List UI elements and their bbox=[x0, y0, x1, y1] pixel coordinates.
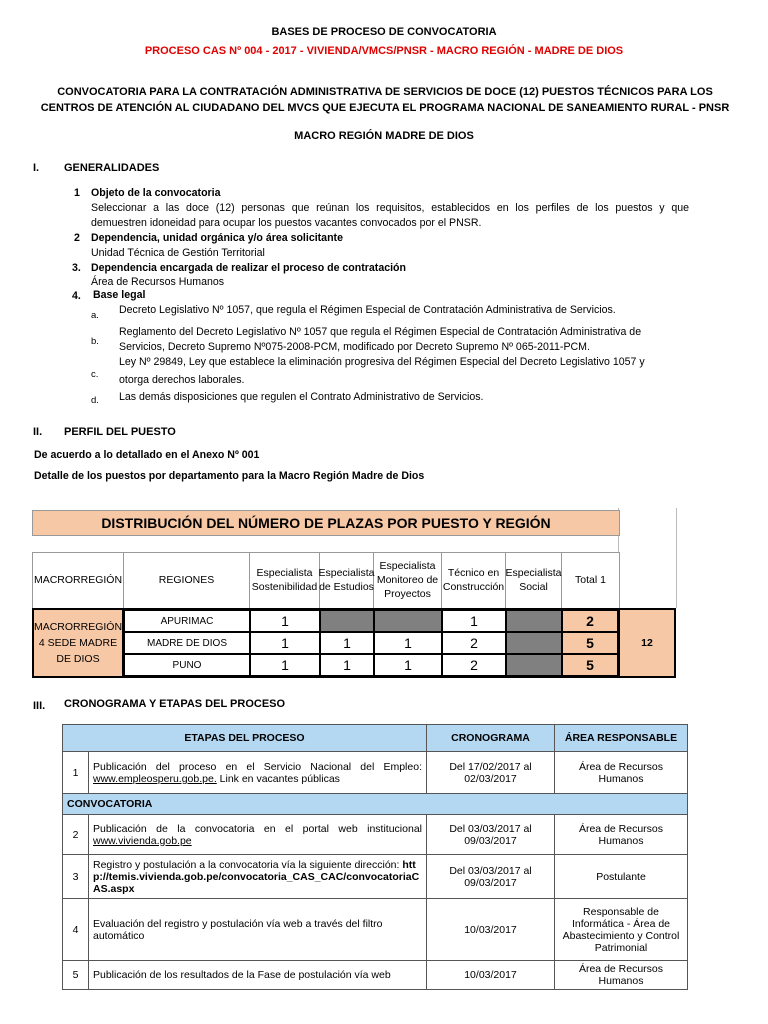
item-4-title: Base legal bbox=[93, 289, 146, 301]
legal-b-text-1: Reglamento del Decreto Legislativo Nº 1057 que regula el Régimen Especial de Contratación Administrativa de bbox=[119, 326, 642, 338]
row-2-text: Publicación de la convocatoria en el portal web institucional bbox=[93, 822, 422, 835]
section-1-title: GENERALIDADES bbox=[64, 162, 160, 174]
item-3-number: 3. bbox=[72, 262, 81, 274]
legal-b-letter: b. bbox=[91, 336, 99, 347]
row-1-stage bbox=[89, 752, 427, 794]
item-2-title: Dependencia, unidad orgánica y/o área solicitante bbox=[91, 232, 343, 244]
header-social: Especialista Social bbox=[506, 552, 562, 608]
header-sostenibilidad: Especialista Sostenibilidad bbox=[250, 552, 320, 608]
cell-puno-tecnico: 2 bbox=[442, 654, 506, 676]
legal-d-text: Las demás disposiciones que regulen el Contrato Administrativo de Servicios. bbox=[119, 391, 484, 403]
cell-madre-estudios: 1 bbox=[320, 632, 374, 654]
header-tecnico: Técnico en Construcción bbox=[442, 552, 506, 608]
item-1-text bbox=[91, 201, 689, 231]
row-4-area: Responsable de Informática - Área de Abastecimiento y Control Patrimonial bbox=[555, 899, 688, 961]
temis-link[interactable]: http://temis.vivienda.gob.pe/convocatoria_CAS_CAC/convocatoriaCAS.aspx bbox=[93, 858, 420, 895]
legal-a-text: Decreto Legislativo Nº 1057, que regula el Régimen Especial de Contratación Administrativa de Servicios. bbox=[119, 304, 616, 316]
macro-region-cell: MACRORREGIÓN 4 SEDE MADRE DE DIOS bbox=[32, 608, 124, 678]
header-etapas: ETAPAS DEL PROCESO bbox=[63, 725, 427, 752]
row-3-stage bbox=[89, 855, 427, 899]
schedule-row bbox=[63, 899, 688, 961]
row-5-area: Área de Recursos Humanos bbox=[555, 961, 688, 990]
cell-apurimac-total: 2 bbox=[562, 610, 618, 632]
cell-puno-social bbox=[506, 654, 562, 676]
item-1-text-line-2: demuestren idoneidad para ocupar los puestos vacantes convocados por el PNSR. bbox=[91, 217, 482, 229]
row-5-stage: Publicación de los resultados de la Fase de postulación vía web bbox=[89, 961, 427, 990]
item-1-text-line-1: Seleccionar a las doce (12) personas que reúnan los requisitos, establecidos en los perfiles de los puestos y que bbox=[91, 202, 689, 214]
cell-madre-social bbox=[506, 632, 562, 654]
item-2-number: 2 bbox=[74, 232, 80, 244]
distribution-title: DISTRIBUCIÓN DEL NÚMERO DE PLAZAS POR PUESTO Y REGIÓN bbox=[32, 510, 620, 536]
item-4-number: 4. bbox=[72, 290, 81, 302]
empleosperu-link[interactable]: www.empleosperu.gob.pe. bbox=[93, 772, 217, 785]
header-cronograma: CRONOGRAMA bbox=[427, 725, 555, 752]
vivienda-link[interactable]: www.vivienda.gob.pe bbox=[93, 834, 192, 847]
convocatoria-label: CONVOCATORIA bbox=[63, 794, 688, 815]
row-5-date: 10/03/2017 bbox=[427, 961, 555, 990]
row-3-area: Postulante bbox=[555, 855, 688, 899]
region-apurimac: APURIMAC bbox=[124, 610, 250, 632]
header-monitoreo: Especialista Monitoreo de Proyectos bbox=[374, 552, 442, 608]
row-1-text: Publicación del proceso en el Servicio Nacional del Empleo: bbox=[93, 760, 422, 773]
document-title: BASES DE PROCESO DE CONVOCATORIA bbox=[271, 26, 497, 38]
cell-madre-total: 5 bbox=[562, 632, 618, 654]
row-3-text: Registro y postulación a la convocatoria vía la siguiente dirección: bbox=[93, 858, 400, 871]
header-estudios: Especialista de Estudios bbox=[320, 552, 374, 608]
convocatoria-band bbox=[63, 794, 688, 815]
item-1-number: 1 bbox=[74, 187, 80, 199]
cell-apurimac-monitoreo bbox=[374, 610, 442, 632]
row-5-number: 5 bbox=[63, 961, 89, 990]
header-area: ÁREA RESPONSABLE bbox=[555, 725, 688, 752]
cell-puno-total: 5 bbox=[562, 654, 618, 676]
row-2-date: Del 03/03/2017 al 09/03/2017 bbox=[427, 815, 555, 855]
convocatoria-heading bbox=[30, 84, 740, 116]
schedule-header-row bbox=[63, 725, 688, 752]
legal-d-letter: d. bbox=[91, 395, 99, 406]
cell-apurimac-tecnico: 1 bbox=[442, 610, 506, 632]
grand-total-cell: 12 bbox=[618, 608, 676, 678]
grid-line bbox=[676, 508, 677, 608]
header-total: Total 1 bbox=[562, 552, 620, 608]
legal-c-text-2: otorga derechos laborales. bbox=[119, 374, 245, 386]
legal-a-letter: a. bbox=[91, 310, 99, 321]
row-4-stage: Evaluación del registro y postulación vía web a través del filtro automático bbox=[89, 899, 427, 961]
cell-madre-tecnico: 2 bbox=[442, 632, 506, 654]
row-1-date: Del 17/02/2017 al 02/03/2017 bbox=[427, 752, 555, 794]
distribution-table bbox=[32, 508, 676, 680]
row-2-area: Área de Recursos Humanos bbox=[555, 815, 688, 855]
cell-apurimac-sostenibilidad: 1 bbox=[250, 610, 320, 632]
item-2-text: Unidad Técnica de Gestión Territorial bbox=[91, 247, 265, 259]
cell-puno-sostenibilidad: 1 bbox=[250, 654, 320, 676]
cell-puno-monitoreo: 1 bbox=[374, 654, 442, 676]
row-4-date: 10/03/2017 bbox=[427, 899, 555, 961]
legal-c-letter: c. bbox=[91, 369, 99, 380]
schedule-table bbox=[62, 724, 688, 990]
section-2-line-1: De acuerdo a lo detallado en el Anexo Nº 001 bbox=[34, 449, 260, 461]
row-2-stage bbox=[89, 815, 427, 855]
schedule-row bbox=[63, 855, 688, 899]
section-2-line-2: Detalle de los puestos por departamento para la Macro Región Madre de Dios bbox=[34, 470, 425, 482]
cell-madre-monitoreo: 1 bbox=[374, 632, 442, 654]
row-1-text-after: Link en vacantes públicas bbox=[216, 772, 340, 785]
schedule-row bbox=[63, 961, 688, 990]
schedule-row bbox=[63, 752, 688, 794]
cell-madre-sostenibilidad: 1 bbox=[250, 632, 320, 654]
region-puno: PUNO bbox=[124, 654, 250, 676]
convocatoria-line-2: CENTROS DE ATENCIÓN AL CIUDADANO DEL MVCS QUE EJECUTA EL PROGRAMA NACIONAL DE SANEAMIENTO RURAL - PNSR bbox=[40, 102, 730, 114]
item-3-text: Área de Recursos Humanos bbox=[91, 276, 225, 288]
region-madre-de-dios: MADRE DE DIOS bbox=[124, 632, 250, 654]
header-regiones: REGIONES bbox=[124, 552, 250, 608]
cell-apurimac-estudios bbox=[320, 610, 374, 632]
section-2-number: II. bbox=[33, 426, 43, 438]
section-3-number: III. bbox=[33, 700, 46, 712]
process-code: PROCESO CAS Nº 004 - 2017 - VIVIENDA/VMCS/PNSR - MACRO REGIÓN - MADRE DE DIOS bbox=[144, 45, 624, 57]
section-2-title: PERFIL DEL PUESTO bbox=[64, 426, 176, 438]
legal-b-text-2: Servicios, Decreto Supremo Nº075-2008-PCM, modificado por Decreto Supremo Nº 065-2011-PCM. bbox=[119, 341, 590, 353]
row-1-area: Área de Recursos Humanos bbox=[555, 752, 688, 794]
row-1-number: 1 bbox=[63, 752, 89, 794]
cell-puno-estudios: 1 bbox=[320, 654, 374, 676]
header-macrorregion: MACRORREGIÓN bbox=[32, 552, 124, 608]
cell-apurimac-social bbox=[506, 610, 562, 632]
section-3-title: CRONOGRAMA Y ETAPAS DEL PROCESO bbox=[64, 698, 286, 710]
row-3-date: Del 03/03/2017 al 09/03/2017 bbox=[427, 855, 555, 899]
item-1-title: Objeto de la convocatoria bbox=[91, 187, 221, 199]
row-4-number: 4 bbox=[63, 899, 89, 961]
legal-c-text-1: Ley Nº 29849, Ley que establece la eliminación progresiva del Régimen Especial del Decreto Legislativo 1057 y bbox=[119, 356, 645, 368]
convocatoria-line-1: CONVOCATORIA PARA LA CONTRATACIÓN ADMINISTRATIVA DE SERVICIOS DE DOCE (12) PUESTOS TÉCNICOS PARA LOS bbox=[57, 86, 713, 98]
row-3-number: 3 bbox=[63, 855, 89, 899]
schedule-row bbox=[63, 815, 688, 855]
macro-region-heading: MACRO REGIÓN MADRE DE DIOS bbox=[294, 130, 474, 142]
section-1-number: I. bbox=[33, 162, 40, 174]
row-2-number: 2 bbox=[63, 815, 89, 855]
item-3-title: Dependencia encargada de realizar el proceso de contratación bbox=[91, 262, 406, 274]
